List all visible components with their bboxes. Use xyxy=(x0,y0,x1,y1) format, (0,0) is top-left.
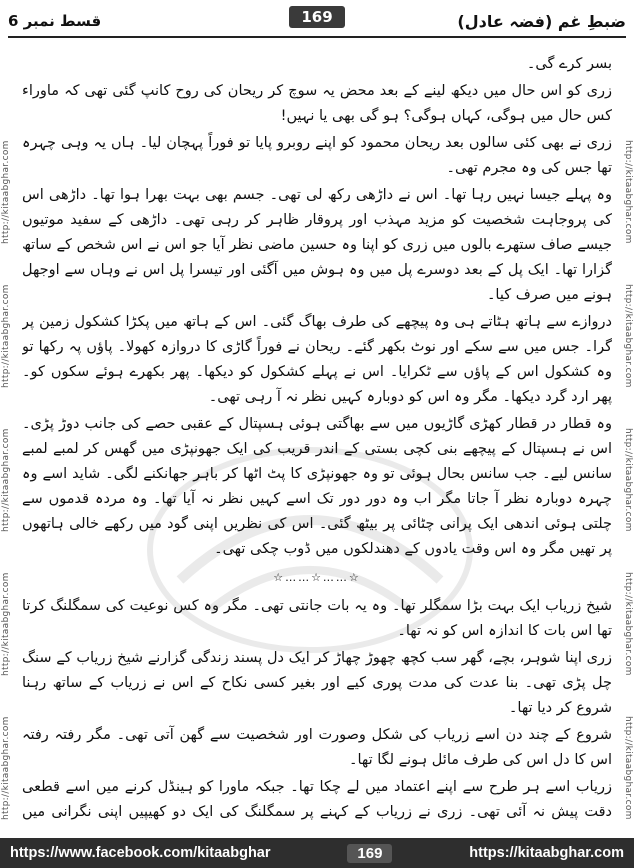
paragraph: زری کو اس حال میں دیکھ لینے کے بعد محض یہ سوچ کر ریحان کی روح کانپ گئی تھی کہ ماوراء کس حال میں ہوگی، کہاں ہوگی؟ ہو گی بھی یا نہیں! xyxy=(22,83,612,124)
paragraph: بسر کرے گی۔ xyxy=(526,56,612,72)
paragraph: شیخ زریاب ایک بہت بڑا سمگلر تھا۔ وہ یہ بات جانتی تھی۔ مگر وہ کس نوعیت کی سمگلنگ کرتا تھا اس بات کا اندازہ اس کو نہ تھا۔ xyxy=(22,598,612,639)
episode-label: قسط نمبر 6 xyxy=(8,12,102,30)
side-url-left: http://kitaabghar.com xyxy=(1,428,11,532)
side-url-right: http://kitaabghar.com xyxy=(623,428,633,532)
story-text xyxy=(22,52,612,822)
side-url-right: http://kitaabghar.com xyxy=(623,572,633,676)
side-url-left: http://kitaabghar.com xyxy=(1,140,11,244)
page-header xyxy=(8,6,626,38)
paragraph: وہ قطار در قطار کھڑی گاڑیوں میں سے بھاگتی ہوئی ہسپتال کے عقبی حصے کی جانب دوڑ پڑی۔ اس نے ہسپتال کے پیچھے بنی کچی بستی کے اندر قریب کی ایک جھونپڑی میں گھس کر لمبے لمبے سانس لیے۔ جب سانس بحال ہوئی تو وہ جھونپڑی کا پٹ اٹھا کر باہر جھانکنے لگی۔ شاید اسے وہ چہرہ دوبارہ نظر آ جاتا مگر اب وہ دور دور تک اسے کہیں نظر نہ آیا تھا۔ وہ مردہ قدموں سے چلتی ہوئی اندھی ایک پرانی چٹائی پر بیٹھ گئی۔ اس کی نظریں اپنی گود میں رکھے خالی ہاتھوں پر تھیں مگر وہ اس وقت یادوں کے دھندلکوں میں ڈوب چکی تھی۔ xyxy=(22,416,612,557)
left-margin-watermark-urls xyxy=(1,120,11,840)
side-url-right: http://kitaabghar.com xyxy=(623,140,633,244)
footer-page-number: 169 xyxy=(347,844,392,863)
page-footer xyxy=(0,838,634,868)
paragraph: زریاب اسے ہر طرح سے اپنے اعتماد میں لے چکا تھا۔ جبکہ ماورا کو ہینڈل کرنے میں اسے قطعی دقت پیش نہ آئی تھی۔ زری نے زریاب کے کہنے پر سمگلنگ کی ایک دو کھیپیں اپنی نگرانی میں xyxy=(22,779,612,820)
side-url-left: http://kitaabghar.com xyxy=(1,284,11,388)
section-separator: ☆……☆……☆ xyxy=(273,571,361,584)
novel-title: ضبطِ غم (فضہ عادل) xyxy=(457,11,626,31)
paragraph: شروع کے چند دن اسے زریاب کی شکل وصورت اور شخصیت سے گھن آتی تھی۔ مگر رفتہ رفتہ اس کا دل اس کی طرف مائل ہونے لگا تھا۔ xyxy=(22,727,612,768)
paragraph: دروازے سے ہاتھ ہٹاتے ہی وہ پیچھے کی طرف بھاگ گئی۔ اس کے ہاتھ میں پکڑا کشکول زمین پر گرا۔ جس میں سے سکے اور نوٹ بکھر گئے۔ ریحان نے فوراً گاڑی کا دروازہ کھولا۔ پاؤں پہ رکھا تو وہ کشکول اس کے پاؤں سے ٹکرایا۔ اس نے پہلے کشکول کو دیکھا۔ پھر بکھرے ہوئے سکوں کو۔ پھر ارد گرد دیکھا۔ مگر وہ اس کو دوبارہ کہیں نظر نہ آ رہی تھی۔ xyxy=(22,314,612,405)
header-page-number: 169 xyxy=(289,6,345,28)
facebook-link[interactable]: https://www.facebook.com/kitaabghar xyxy=(10,845,271,861)
side-url-right: http://kitaabghar.com xyxy=(623,284,633,388)
paragraph: وہ پہلے جیسا نہیں رہا تھا۔ اس نے داڑھی رکھ لی تھی۔ جسم بھی بہت بھرا ہوا تھا۔ داڑھی اس کی پروجاہت شخصیت کو مزید مہذب اور پروقار ظاہر کر رہی تھی۔ داڑھی کے سفید موتیوں جیسے صاف ستھرے بالوں میں زری کو اپنا وہ حسین ماضی نظر آیا جو اس نے اس شخص کے ساتھ گزارا تھا۔ ایک پل کے بعد دوسرے پل میں وہ ہوش میں آگئی اور تیسرا پل اس نے وہاں سے اوجھل ہونے میں صرف کیا۔ xyxy=(22,187,612,303)
side-url-left: http://kitaabghar.com xyxy=(1,716,11,820)
paragraph: زری اپنا شوہر، بچے، گھر سب کچھ چھوڑ چھاڑ کر ایک دل پسند زندگی گزارنے شیخ زریاب کے سنگ چل پڑی تھی۔ بنا عدت کی مدت پوری کیے اور بغیر کسی نکاح کے اس نے زریاب کے ساتھ رہنا شروع کر دیا تھا۔ xyxy=(22,650,612,716)
side-url-left: http://kitaabghar.com xyxy=(1,572,11,676)
paragraph: زری نے بھی کئی سالوں بعد ریحان محمود کو اپنے روبرو پایا تو فوراً پہچان لیا۔ ہاں یہ وہی چہرہ تھا جس کی وہ مجرم تھی۔ xyxy=(22,135,612,176)
side-url-right: http://kitaabghar.com xyxy=(623,716,633,820)
right-margin-watermark-urls xyxy=(623,120,633,840)
site-link[interactable]: https://kitaabghar.com xyxy=(469,845,624,861)
